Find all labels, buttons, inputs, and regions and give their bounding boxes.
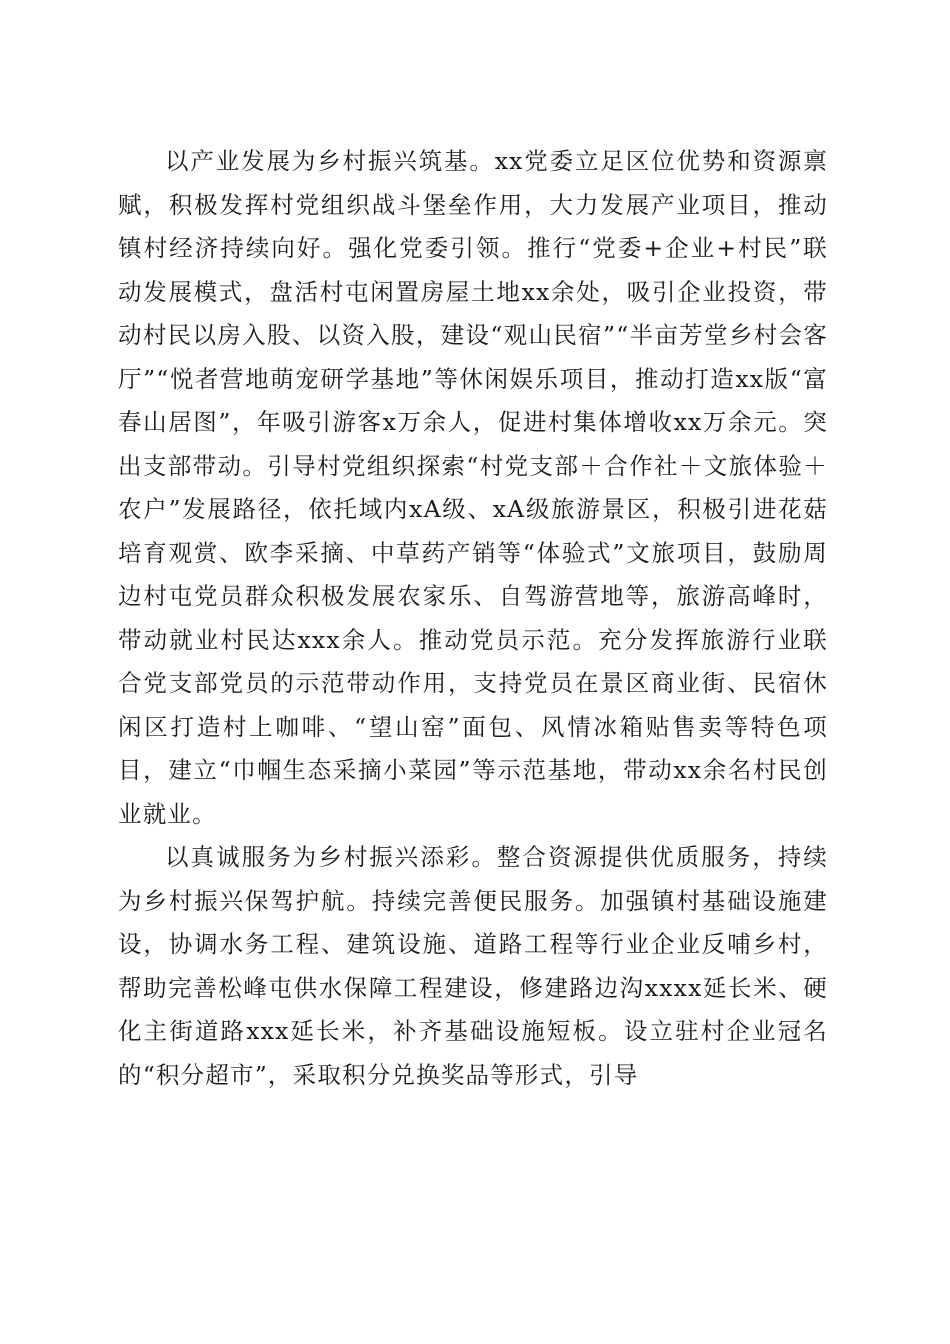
paragraph-industry-development: 以产业发展为乡村振兴筑基。xx党委立足区位优势和资源禀赋，积极发挥村党组织战斗堡垒作用，大力发展产业项目，推动镇村经济持续向好。强化党委引领。推行“党委+企业+村民”联动发展模式，盘活村屯闲置房屋土地xx余处，吸引企业投资，带动村民以房入股、以资入股，建设“观山民宿”“半亩芳堂乡村会客厅”“悦者营地萌宠研学基地”等休闲娱乐项目，推动打造xx版“富春山居图”，年吸引游客x万余人，促进村集体增收xx万余元。突出支部带动。引导村党组织探索“村党支部＋合作社＋文旅体验＋农户”发展路径，依托域内xA级、xA级旅游景区，积极引进花菇培育观赏、欧李采摘、中草药产销等“体验式”文旅项目，鼓励周边村屯党员群众积极发展农家乐、自驾游营地等，旅游高峰时，带动就业村民达xxx余人。推动党员示范。充分发挥旅游行业联合党支部党员的示范带动作用，支持党员在景区商业街、民宿休闲区打造村上咖啡、“望山窑”面包、风情冰箱贴售卖等特色项目，建立“巾帼生态采摘小菜园”等示范基地，带动xx余名村民创业就业。	[118, 147, 828, 828]
paragraph-sincere-service: 以真诚服务为乡村振兴添彩。整合资源提供优质服务，持续为乡村振兴保驾护航。持续完善便民服务。加强镇村基础设施建设，协调水务工程、建筑设施、道路工程等行业企业反哺乡村，帮助完善松峰屯供水保障工程建设，修建路边沟xxxx延长米、硬化主街道路xxx延长米，补齐基础设施短板。设立驻村企业冠名的“积分超市”，采取积分兑换奖品等形式，引导	[118, 843, 828, 1089]
document-body	[118, 140, 828, 1097]
